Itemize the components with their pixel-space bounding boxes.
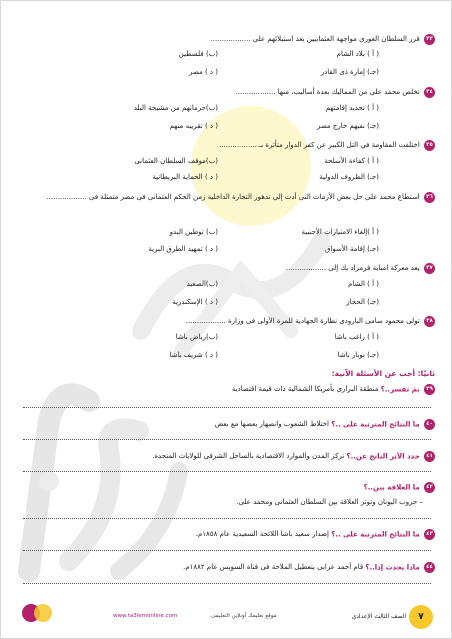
question-text: تخلص محمد على من المماليك بعدة أساليب، منها .................. xyxy=(235,88,420,96)
question-38 xyxy=(19,316,435,327)
site-name: موقع تعليمك أونلاين التعليمى xyxy=(211,613,277,619)
option-c: (جـ) إمارة ذى القادر xyxy=(320,68,379,76)
question-37 xyxy=(19,263,435,274)
page-number: ٧ xyxy=(409,605,433,629)
question-35 xyxy=(19,140,435,151)
question-number-badge: ٣٨ xyxy=(424,316,435,327)
section-title: ثانيًا: أجب عن الأسئلة الآتية: xyxy=(331,369,435,378)
question-42 xyxy=(19,482,435,493)
option-c: (جـ) نفيهم خارج مصر xyxy=(316,122,379,130)
brand-logo-icon xyxy=(19,601,55,625)
question-text: استطاع محمد على حل بعض الأزمات التى أدت إلى تدهور التجارة الداخلية زمن الحكم العثمانى فى مصر متمثلة فى .................. xyxy=(46,193,420,201)
question-number-badge: ٣٤ xyxy=(424,87,435,98)
question-number-badge: ٣٥ xyxy=(424,140,435,151)
option-c: (جـ) إقامة الأسواق xyxy=(324,245,379,253)
question-34 xyxy=(19,87,435,98)
question-39 xyxy=(19,384,435,395)
answer-line[interactable] xyxy=(23,550,431,551)
question-text: اختلفت المقاومة في التل الكبير عن كفر الدوار متأثرة بـ.................. xyxy=(219,141,420,149)
answer-line[interactable] xyxy=(23,407,431,408)
option-c: (جـ) الظروف الدولية xyxy=(319,173,379,181)
question-36 xyxy=(19,191,435,203)
question-number-badge: ٣٣ xyxy=(424,34,435,45)
option-d: ( د ) تقريبه منهم xyxy=(169,122,218,130)
question-33 xyxy=(19,34,435,45)
question-text: قام أحمد عرابى بتعطيل الملاحة فى قناة السويس عام ١٨٨٢م. xyxy=(183,563,364,571)
question-number-badge: ٤٠ xyxy=(424,419,435,430)
question-number-badge: ٣٧ xyxy=(424,263,435,274)
question-text: – حروب اليونان وتوتر العلاقة بين السلطان العثمانى ومحمد على. xyxy=(236,498,423,506)
question-text: تولى محمود سامى البارودى نظارة الجهادية للمرة الأولى فى وزارة .................. xyxy=(185,317,420,325)
option-d: ( د ) الحماية البريطانية xyxy=(152,173,218,181)
question-number-badge: ٤١ xyxy=(424,451,435,462)
option-b: (ب) فلسطين xyxy=(178,50,218,58)
question-prompt: بمَ تفسر..؟ xyxy=(380,385,420,394)
option-b: (ب) توطين البدو xyxy=(169,228,218,236)
option-b: (ب)موقف السلطان العثمانى xyxy=(134,157,218,165)
question-prompt: ما النتائج المترتبة على ..؟ xyxy=(331,530,420,539)
answer-line[interactable] xyxy=(23,518,431,519)
question-prompt: حدد الأثر الناتج عن..؟ xyxy=(346,452,420,461)
answer-line[interactable] xyxy=(23,583,431,584)
question-40 xyxy=(19,419,435,430)
option-a: ( أ ) راغب باشا xyxy=(334,333,379,341)
grade-label: الصف الثالث الإعدادي xyxy=(351,613,406,620)
question-text: منطقة البرارى بأمريكا الشمالية ذات قيمة اقتصادية xyxy=(231,385,379,393)
answer-line[interactable] xyxy=(23,439,431,440)
question-prompt: ماذا يحدث إذا..؟ xyxy=(365,563,420,572)
option-d: ( د ) شريف باشا xyxy=(169,351,218,359)
worksheet-content xyxy=(1,1,452,639)
option-c: (جـ) نوبار باشا xyxy=(337,351,379,359)
option-a: ( أ ) بلاد الشام xyxy=(336,50,379,58)
option-c: (جـ) الحجاز xyxy=(346,298,379,306)
option-b: (ب)رياض باشا xyxy=(175,333,218,341)
question-number-badge: ٣٦ xyxy=(424,192,435,203)
question-text: تركز المدن والموارد الاقتصادية بالساحل الشرقى للولايات المتحدة. xyxy=(152,452,345,460)
option-b: (ب)الصعيد xyxy=(186,280,218,288)
question-44 xyxy=(19,562,435,573)
question-number-badge: ٣٩ xyxy=(424,384,435,395)
question-prompt: ما النتائج المترتبة على ..؟ xyxy=(331,420,420,429)
question-number-badge: ٤٤ xyxy=(424,562,435,573)
option-a: ( أ )إلغاء الامتيازات الأجنبية xyxy=(301,228,379,236)
question-text: إصدار سعيد باشا اللائحة السعيدية عام ١٨٥٨م. xyxy=(195,530,329,538)
question-43 xyxy=(19,529,435,540)
option-d: ( د ) مصر xyxy=(189,68,218,76)
question-41 xyxy=(19,451,435,462)
question-text: اختلاط الشعوب وانصهار بعضها مع بعض xyxy=(214,420,329,428)
option-a: ( أ ) الشام xyxy=(348,280,379,288)
question-text: قرر السلطان الغوري مواجهة العثمانيين بعد استيلائهم على .................. xyxy=(210,35,420,43)
option-b: (ب)حرمانهم من مشيخة البلد xyxy=(133,104,218,112)
question-number-badge: ٤٢ xyxy=(424,482,435,493)
question-number-badge: ٤٣ xyxy=(424,529,435,540)
question-text: يعد معركة امبابة فرمراد بك إلى .................. xyxy=(286,264,420,272)
answer-line[interactable] xyxy=(23,471,431,472)
site-url[interactable]: www.ta3lemonline.com xyxy=(113,613,178,619)
option-d: ( د ) الإسكندرية xyxy=(172,298,218,306)
question-prompt: ما العلاقة بين..؟ xyxy=(363,483,420,492)
option-a: ( أ ) كفاءة الأسلحة xyxy=(324,157,379,165)
option-d: ( د ) تمهيد الطرق البرية xyxy=(148,245,218,253)
option-a: ( أ ) تحديد إقامتهم xyxy=(325,104,379,112)
